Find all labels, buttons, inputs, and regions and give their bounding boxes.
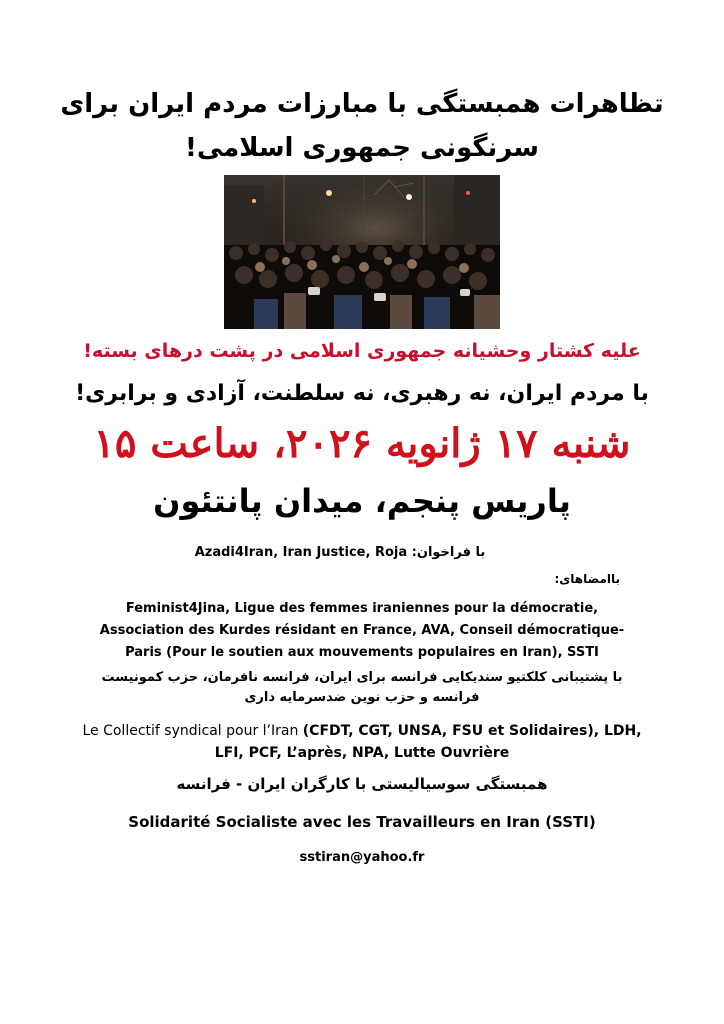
call-line	[60, 545, 620, 560]
signatories-label: باامضاهای:	[554, 572, 620, 586]
support-text-persian: با پشتیبانی کلکتیو سندیکایی فرانسه برای ایران، فرانسه نافرمان، حزب کمونیست فرانسه و حزب نوین ضدسرمایه داری	[101, 670, 623, 705]
title-line-2: سرنگونی جمهوری اسلامی!	[184, 133, 539, 163]
red-slogan: علیه کشتار وحشیانه جمهوری اسلامی در پشت درهای بسته!	[83, 340, 641, 362]
event-place: پاریس پنجم، میدان پانتئون	[153, 482, 571, 520]
protest-crowd-icon	[224, 175, 500, 329]
event-date-time: شنبه ۱۷ ژانویه ۲۰۲۶، ساعت ۱۵	[93, 420, 631, 467]
call-label: با فراخوان:	[411, 545, 486, 560]
title-line-1: تظاهرات همبستگی با مبارزات مردم ایران برای	[60, 89, 664, 119]
support-text-french	[82, 720, 642, 764]
protest-crowd-photo	[224, 175, 500, 329]
support-french-plain: Le Collectif syndical pour l’Iran	[82, 723, 303, 739]
signatories-list: Feminist4Jina, Ligue des femmes iraniennes pour la démocratie, Association des Kurdes résidant en France, AVA, Conseil démocratique-Paris (Pour le soutien aux mouvements populaires en Iran), SSTI	[99, 601, 625, 660]
organizer-name-french: Solidarité Socialiste avec les Travailleurs en Iran (SSTI)	[128, 813, 596, 831]
contact-email: sstiran@yahoo.fr	[299, 850, 425, 865]
call-organizations: Azadi4Iran, Iran Justice, Roja	[194, 545, 408, 560]
organizer-name-persian: همبستگی سوسیالیستی با کارگران ایران - فرانسه	[176, 775, 548, 793]
main-slogan: با مردم ایران، نه رهبری، نه سلطنت، آزادی و برابری!	[75, 381, 649, 406]
support-french-bold: (CFDT, CGT, UNSA, FSU et Solidaires), LDH, LFI, PCF, L’après, NPA, Lutte Ouvrière	[214, 723, 642, 761]
flyer-title	[60, 82, 664, 170]
